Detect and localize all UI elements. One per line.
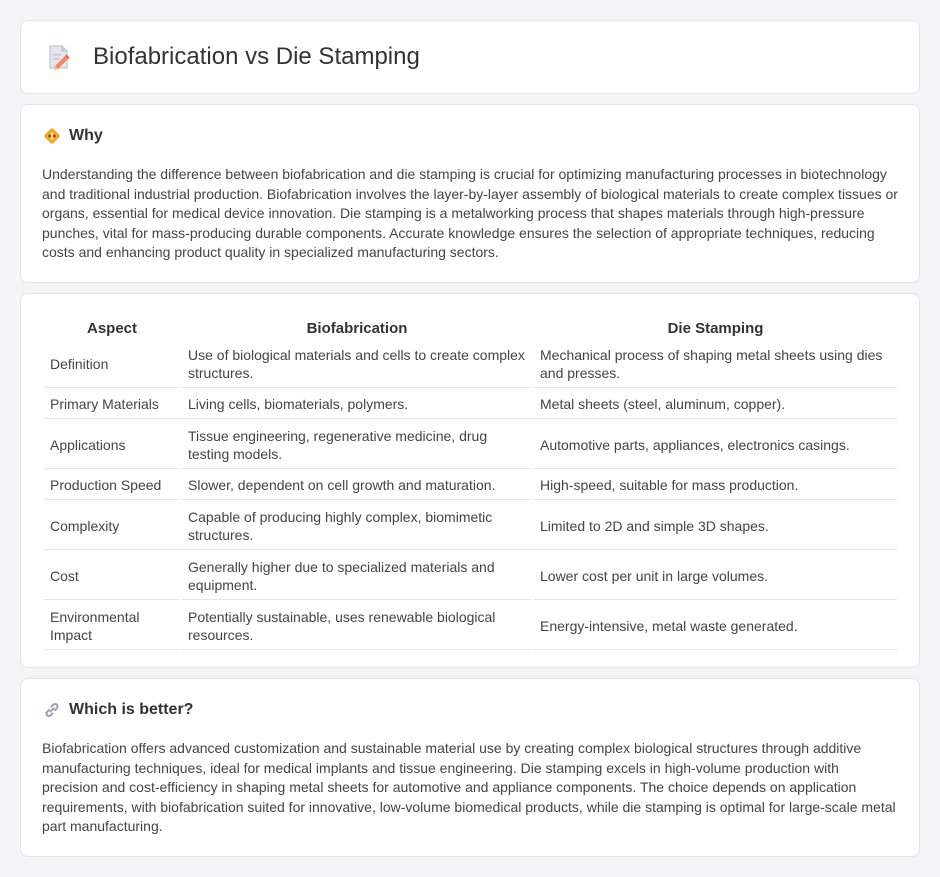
comparison-card xyxy=(20,293,920,668)
table-row xyxy=(44,390,897,419)
table-row xyxy=(44,602,897,650)
cell-biofabrication: Use of biological materials and cells to create complex structures. xyxy=(182,340,532,388)
cell-die-stamping: Metal sheets (steel, aluminum, copper). xyxy=(534,390,897,419)
table-row xyxy=(44,421,897,469)
why-paragraph: Understanding the difference between biofabrication and die stamping is crucial for optimizing manufacturing processes in biotechnology and traditional industrial production. Biofabrication involves the layer-by-layer assembly of biological materials to create complex tissues or organs, essential for medical device innovation. Die stamping is a metalworking process that shapes materials through high-pressure punches, vital for mass-producing durable components. Accurate knowledge ensures the selection of appropriate techniques, reducing costs and enhancing product quality in specialized manufacturing sectors. xyxy=(42,166,898,261)
page-title: Biofabrication vs Die Stamping xyxy=(93,43,420,70)
cell-biofabrication: Capable of producing highly complex, biomimetic structures. xyxy=(182,502,532,550)
cell-biofabrication: Slower, dependent on cell growth and maturation. xyxy=(182,471,532,500)
header-card xyxy=(20,20,920,94)
cell-biofabrication: Generally higher due to specialized materials and equipment. xyxy=(182,552,532,600)
cell-biofabrication: Living cells, biomaterials, polymers. xyxy=(182,390,532,419)
cell-die-stamping: Limited to 2D and simple 3D shapes. xyxy=(534,502,897,550)
which-better-title: Which is better? xyxy=(69,701,194,718)
cell-aspect: Cost xyxy=(44,552,180,600)
table-row xyxy=(44,552,897,600)
cell-die-stamping: Energy-intensive, metal waste generated. xyxy=(534,602,897,650)
cell-aspect: Definition xyxy=(44,340,180,388)
cell-aspect: Environmental Impact xyxy=(44,602,180,650)
cell-die-stamping: High-speed, suitable for mass production. xyxy=(534,471,897,500)
cell-biofabrication: Potentially sustainable, uses renewable biological resources. xyxy=(182,602,532,650)
cell-aspect: Production Speed xyxy=(44,471,180,500)
why-section xyxy=(20,104,920,283)
cell-aspect: Complexity xyxy=(44,502,180,550)
header-biofabrication: Biofabrication xyxy=(306,320,408,337)
diamond-warning-icon xyxy=(43,127,61,145)
cell-aspect: Primary Materials xyxy=(44,390,180,419)
table-row xyxy=(44,340,897,388)
cell-biofabrication: Tissue engineering, regenerative medicine, drug testing models. xyxy=(182,421,532,469)
which-better-paragraph: Biofabrication offers advanced customization and sustainable material use by creating complex biological structures through additive manufacturing techniques, ideal for medical implants and tissue engineering. Die stamping excels in high-volume production with precision and cost-efficiency in shaping metal sheets for automotive and appliance components. The choice depends on application requirements, with biofabrication suited for innovative, low-volume biomedical products, while die stamping is optimal for large-scale metal part manufacturing. xyxy=(42,740,896,835)
table-row xyxy=(44,502,897,550)
cell-die-stamping: Lower cost per unit in large volumes. xyxy=(534,552,897,600)
cell-die-stamping: Mechanical process of shaping metal sheets using dies and presses. xyxy=(534,340,897,388)
which-better-section xyxy=(20,678,920,857)
link-icon xyxy=(43,701,61,719)
cell-aspect: Applications xyxy=(44,421,180,469)
document-pencil-icon xyxy=(47,44,71,70)
table-row xyxy=(44,471,897,500)
comparison-table xyxy=(42,316,899,652)
header-die-stamping: Die Stamping xyxy=(667,320,764,337)
table-header-row xyxy=(44,318,897,338)
cell-die-stamping: Automotive parts, appliances, electronics casings. xyxy=(534,421,897,469)
header-aspect: Aspect xyxy=(86,320,138,337)
why-title: Why xyxy=(69,127,103,144)
